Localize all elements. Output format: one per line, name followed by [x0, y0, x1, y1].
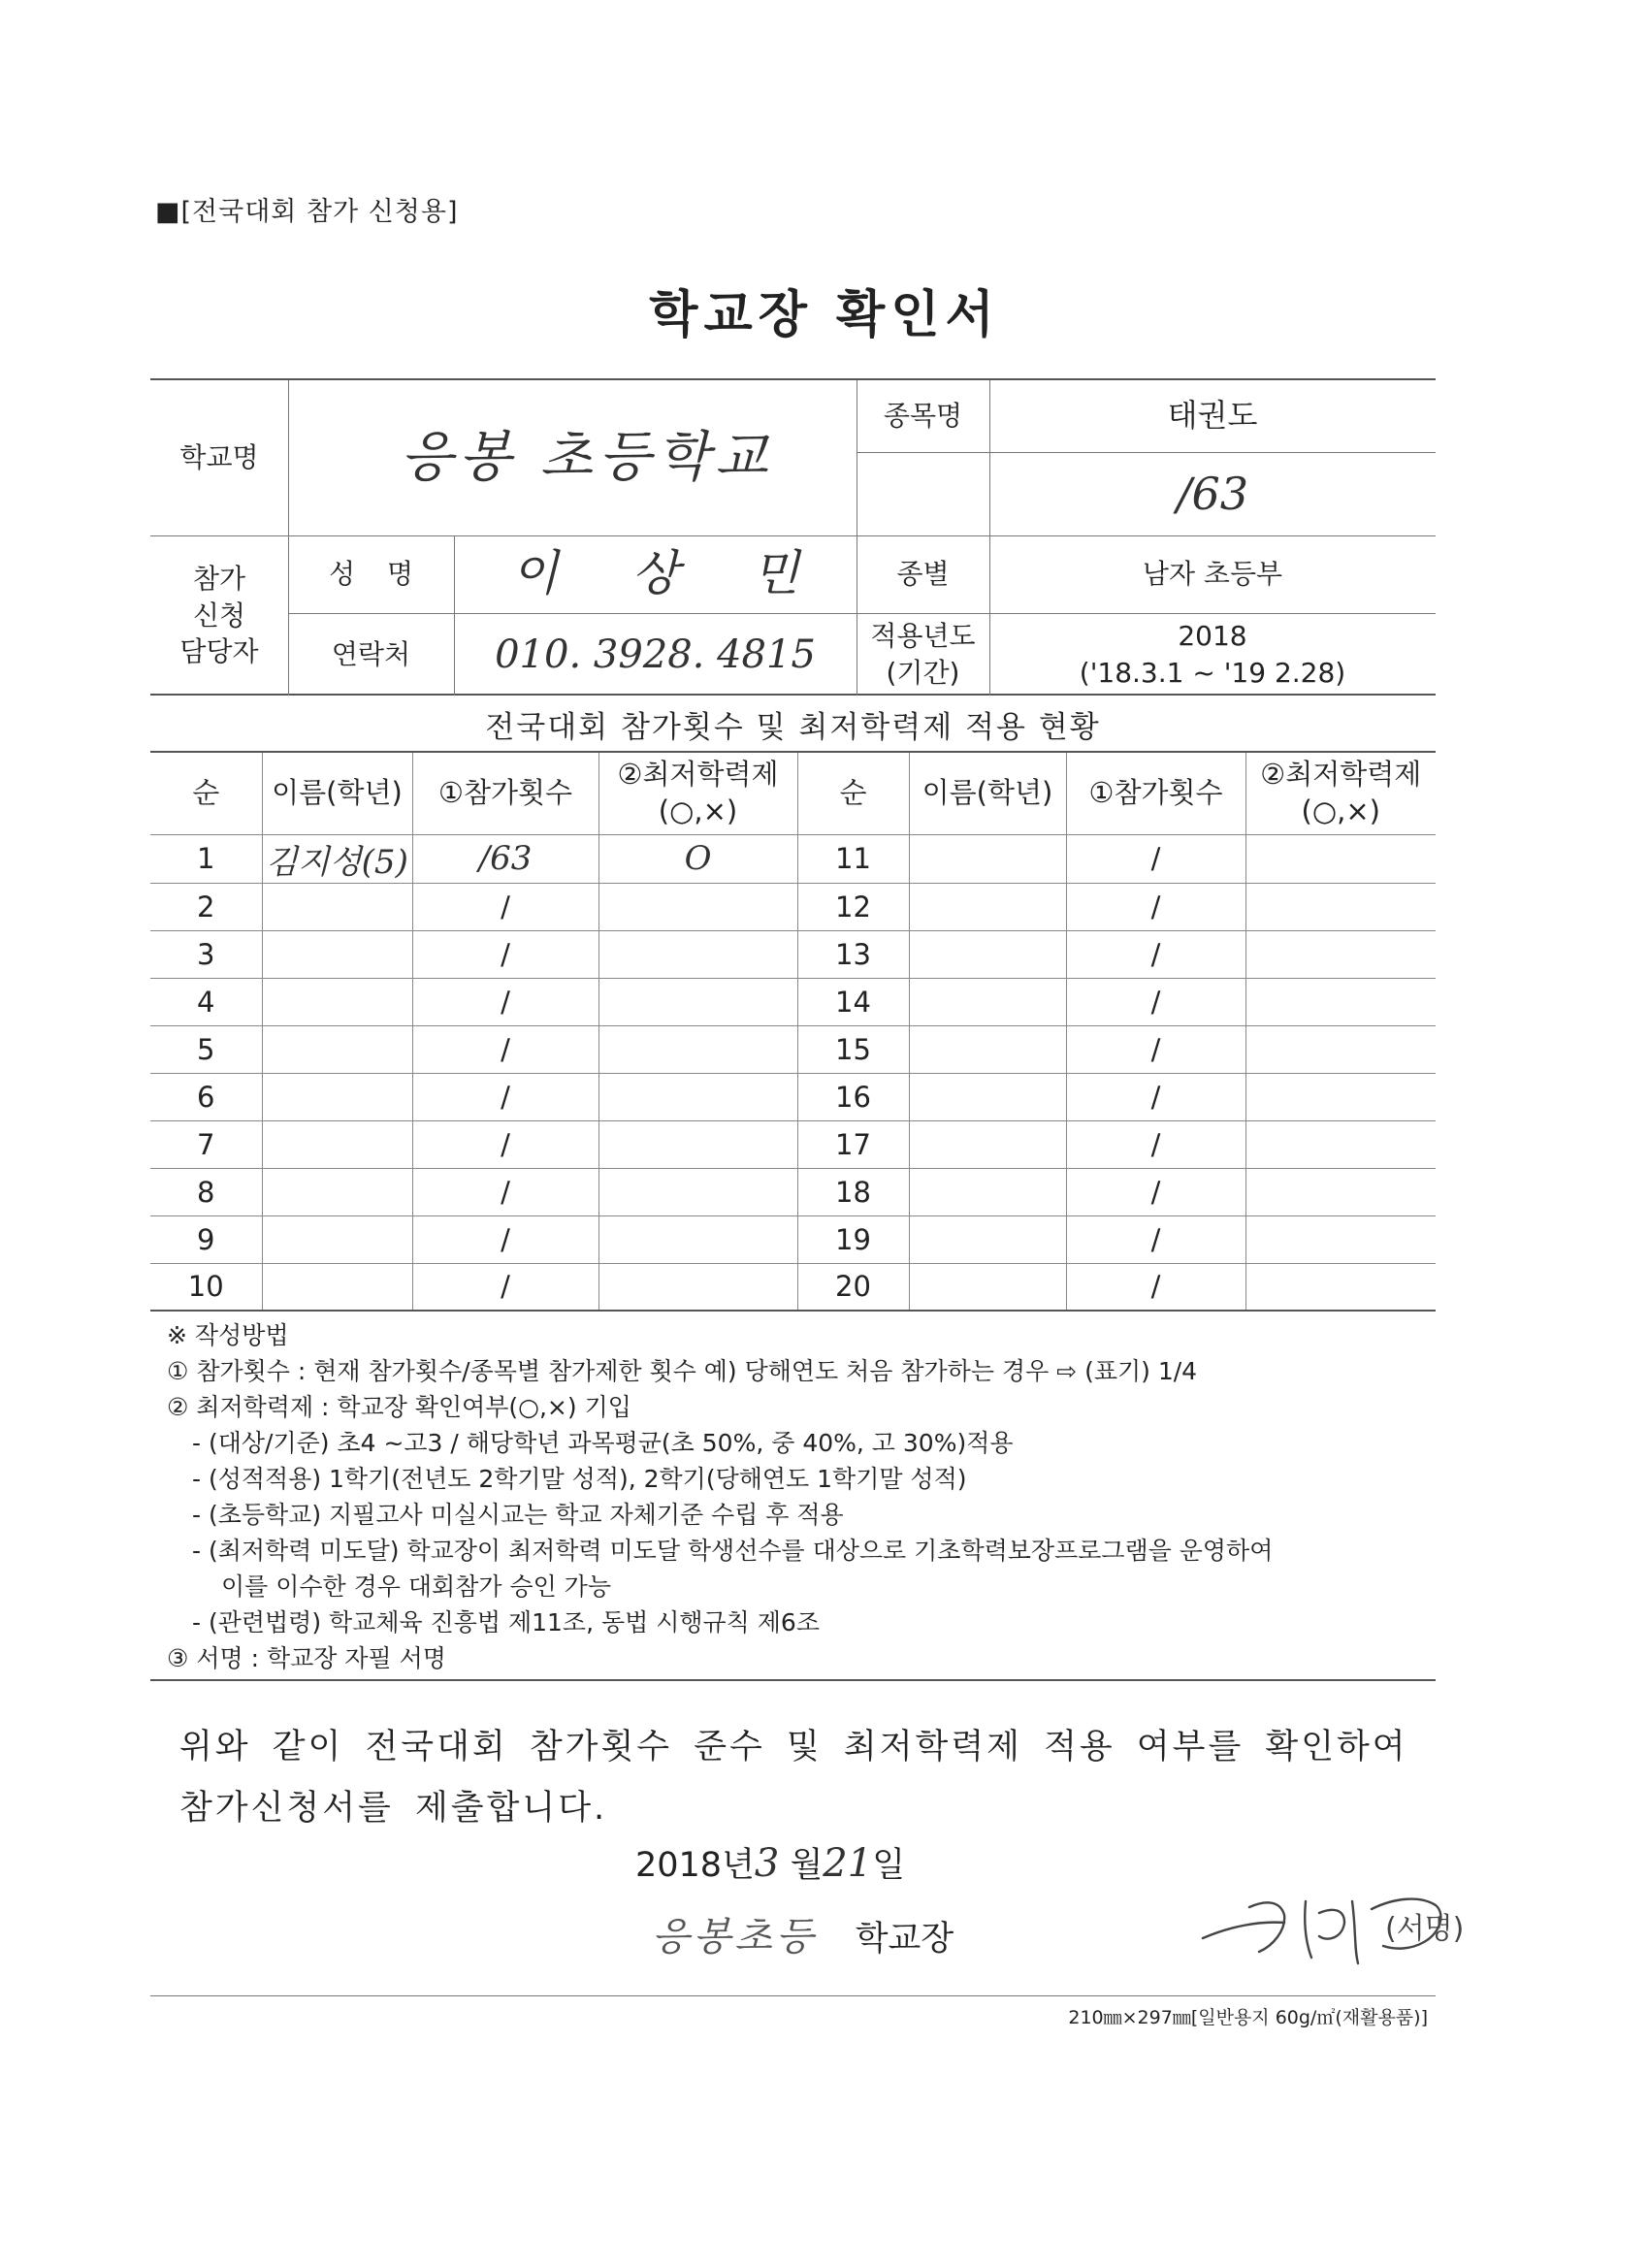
name-value: 이 상 민 — [511, 545, 799, 602]
count-cell: / — [1066, 978, 1245, 1025]
count-cell: / — [412, 1263, 598, 1311]
academic-cell — [598, 1073, 797, 1120]
count-cell: / — [412, 1120, 598, 1168]
instruction-line: ※ 작성방법 — [167, 1321, 289, 1349]
year-label — [857, 613, 989, 696]
instruction-line: 이를 이수한 경우 대회참가 승인 가능 — [221, 1572, 611, 1601]
seq-cell: 8 — [150, 1168, 262, 1215]
academic-cell — [1245, 1168, 1436, 1215]
date-line — [635, 1838, 905, 1887]
count-header: ①참가횟수 — [412, 753, 598, 834]
instruction-line: - (대상/기준) 초4 ~고3 / 해당학년 과목평균(초 50%, 중 40%, 고 30%)적용 — [192, 1429, 1014, 1457]
name-cell — [262, 1168, 412, 1215]
academic-cell — [1245, 1263, 1436, 1311]
name-cell — [909, 1263, 1066, 1311]
name-cell — [909, 1073, 1066, 1120]
instruction-line: ② 최저학력제 : 학교장 확인여부(○,×) 기입 — [167, 1393, 631, 1421]
seq-cell: 12 — [797, 883, 909, 930]
contact-label: 연락처 — [331, 637, 411, 670]
category-value: 남자 초등부 — [1142, 558, 1283, 591]
count-cell: / — [1066, 883, 1245, 930]
status-table-row — [150, 1215, 1436, 1263]
academic-cell — [598, 883, 797, 930]
name-cell — [262, 883, 412, 930]
footer-divider — [150, 1995, 1436, 1996]
academic-cell — [1245, 1025, 1436, 1073]
name-label: 성 명 — [329, 558, 413, 591]
academic-cell — [598, 1168, 797, 1215]
status-table-row — [150, 1168, 1436, 1215]
name-cell — [909, 978, 1066, 1025]
document-title: 학교장 확인서 — [649, 286, 1000, 344]
name-cell — [262, 1120, 412, 1168]
seq-cell: 13 — [797, 930, 909, 978]
name-cell — [262, 1025, 412, 1073]
name-cell — [909, 930, 1066, 978]
count-cell: / — [1066, 1263, 1245, 1311]
count-cell: / — [412, 883, 598, 930]
instruction-line: ③ 서명 : 학교장 자필 서명 — [167, 1644, 446, 1672]
count-header: ①참가횟수 — [1066, 753, 1245, 834]
school-name-label: 학교명 — [179, 441, 259, 474]
name-cell — [262, 1215, 412, 1263]
count-cell: / — [1066, 1025, 1245, 1073]
count-cell: / — [1066, 1073, 1245, 1120]
seq-cell: 14 — [797, 978, 909, 1025]
applicant-label — [150, 535, 288, 696]
divider — [150, 1679, 1436, 1681]
academic-header-line: (○,×) — [1301, 794, 1380, 827]
name-cell — [262, 930, 412, 978]
school-name-value: 응봉 초등학교 — [400, 426, 774, 490]
sign-school: 응봉초등 — [652, 1915, 818, 1960]
status-section-title: 전국대회 참가횟수 및 최저학력제 적용 현황 — [150, 697, 1436, 753]
name-cell — [909, 1120, 1066, 1168]
seq-cell: 5 — [150, 1025, 262, 1073]
instruction-line: ① 참가횟수 : 현재 참가횟수/종목별 참가제한 횟수 예) 당해연도 처음 참가하는 경우 ⇨ (표기) 1/4 — [167, 1357, 1198, 1385]
date-month-label: 월 — [790, 1846, 824, 1885]
event-label: 종목명 — [883, 400, 963, 433]
name-cell — [909, 883, 1066, 930]
year-label-line: (기간) — [886, 656, 960, 689]
academic-header — [598, 753, 797, 834]
seq-cell: 11 — [797, 834, 909, 883]
count-cell: / — [1066, 1168, 1245, 1215]
seq-cell: 9 — [150, 1215, 262, 1263]
seq-cell: 10 — [150, 1263, 262, 1311]
count-cell: / — [1066, 834, 1245, 883]
count-cell: / — [412, 1073, 598, 1120]
applicant-label-line: 참가 — [192, 562, 246, 595]
seq-cell: 20 — [797, 1263, 909, 1311]
year-value — [989, 613, 1436, 696]
name-header: 이름(학년) — [262, 753, 412, 834]
academic-header-line: (○,×) — [658, 794, 738, 827]
status-table-row — [150, 978, 1436, 1025]
academic-cell — [598, 1120, 797, 1168]
instruction-line: - (성적적용) 1학기(전년도 2학기말 성적), 2학기(당해연도 1학기말 성적) — [192, 1465, 967, 1493]
seq-cell: 17 — [797, 1120, 909, 1168]
status-table-row — [150, 1263, 1436, 1311]
status-table-row — [150, 883, 1436, 930]
seq-cell: 19 — [797, 1215, 909, 1263]
school-sign-line — [652, 1906, 954, 1961]
instruction-line: - (관련법령) 학교체육 진흥법 제11조, 동법 시행규칙 제6조 — [192, 1608, 820, 1636]
instruction-line: - (최저학력 미도달) 학교장이 최저학력 미도달 학생선수를 대상으로 기초학력보장프로그램을 운영하여 — [192, 1537, 1274, 1565]
name-cell — [909, 1025, 1066, 1073]
name-cell — [262, 1073, 412, 1120]
applicant-label-line: 신청 — [192, 599, 246, 632]
academic-cell — [598, 978, 797, 1025]
paper-spec: 210㎜×297㎜[일반용지 60g/㎡(재활용품)] — [1068, 2007, 1428, 2028]
status-table-row — [150, 1120, 1436, 1168]
principal-signature — [1191, 1863, 1482, 1979]
category-label: 종별 — [896, 558, 950, 591]
seq-cell: 3 — [150, 930, 262, 978]
info-block — [150, 378, 1436, 696]
count-cell: / — [412, 930, 598, 978]
date-day-label: 일 — [872, 1846, 906, 1885]
sign-role: 학교장 — [855, 1920, 954, 1959]
year-label-line: 적용년도 — [870, 619, 976, 652]
declaration-text: 위와 같이 전국대회 참가횟수 준수 및 최저학력제 적용 여부를 확인하여 참가신청서를 제출합니다. — [179, 1728, 1408, 1828]
academic-header-line: ②최저학력제 — [1260, 758, 1422, 792]
academic-cell — [1245, 1215, 1436, 1263]
sign-label: (서명) — [1385, 1912, 1465, 1946]
status-table-header-row — [150, 753, 1436, 834]
year-value-period: ('18.3.1 ~ '19 2.28) — [1079, 656, 1346, 689]
name-header: 이름(학년) — [909, 753, 1066, 834]
contact-value: 010. 3928. 4815 — [495, 632, 816, 677]
event-count-value: /63 — [1176, 467, 1249, 520]
count-cell: / — [412, 978, 598, 1025]
status-table-row — [150, 1073, 1436, 1120]
academic-cell — [1245, 1120, 1436, 1168]
seq-cell: 4 — [150, 978, 262, 1025]
seq-cell: 1 — [150, 834, 262, 883]
count-cell: /63 — [412, 834, 598, 883]
seq-header: 순 — [797, 753, 909, 834]
status-table — [150, 753, 1436, 1312]
academic-cell — [1245, 978, 1436, 1025]
academic-cell — [1245, 834, 1436, 883]
status-table-row — [150, 930, 1436, 978]
status-table-row — [150, 834, 1436, 883]
seq-cell: 16 — [797, 1073, 909, 1120]
seq-cell: 7 — [150, 1120, 262, 1168]
date-month: 3 — [754, 1841, 780, 1886]
applicant-label-line: 담당자 — [179, 635, 259, 668]
academic-cell — [1245, 930, 1436, 978]
name-cell: 김지성(5) — [262, 834, 412, 883]
date-day: 21 — [823, 1841, 873, 1886]
academic-cell — [1245, 1073, 1436, 1120]
event-value: 태권도 — [1167, 397, 1258, 435]
count-cell: / — [412, 1215, 598, 1263]
seq-cell: 18 — [797, 1168, 909, 1215]
academic-header — [1245, 753, 1436, 834]
seq-header: 순 — [150, 753, 262, 834]
academic-cell — [598, 1215, 797, 1263]
count-cell: / — [1066, 1215, 1245, 1263]
seq-cell: 6 — [150, 1073, 262, 1120]
date-year: 2018년 — [635, 1846, 755, 1885]
count-cell: / — [1066, 930, 1245, 978]
form-type-label: ■[전국대회 참가 신청용] — [155, 197, 459, 227]
name-cell — [262, 1263, 412, 1311]
count-cell: / — [412, 1025, 598, 1073]
academic-cell — [598, 1025, 797, 1073]
seq-cell: 15 — [797, 1025, 909, 1073]
count-cell: / — [1066, 1120, 1245, 1168]
name-cell — [909, 1168, 1066, 1215]
academic-cell — [1245, 883, 1436, 930]
count-cell: / — [412, 1168, 598, 1215]
name-cell — [909, 834, 1066, 883]
status-table-row — [150, 1025, 1436, 1073]
year-value-year: 2018 — [1178, 619, 1247, 652]
name-cell — [262, 978, 412, 1025]
academic-cell: O — [598, 834, 797, 883]
seq-cell: 2 — [150, 883, 262, 930]
instruction-line: - (초등학교) 지필고사 미실시교는 학교 자체기준 수립 후 적용 — [192, 1501, 844, 1529]
instructions — [167, 1317, 1438, 1676]
name-cell — [909, 1215, 1066, 1263]
academic-cell — [598, 1263, 797, 1311]
academic-header-line: ②최저학력제 — [617, 758, 779, 792]
academic-cell — [598, 930, 797, 978]
